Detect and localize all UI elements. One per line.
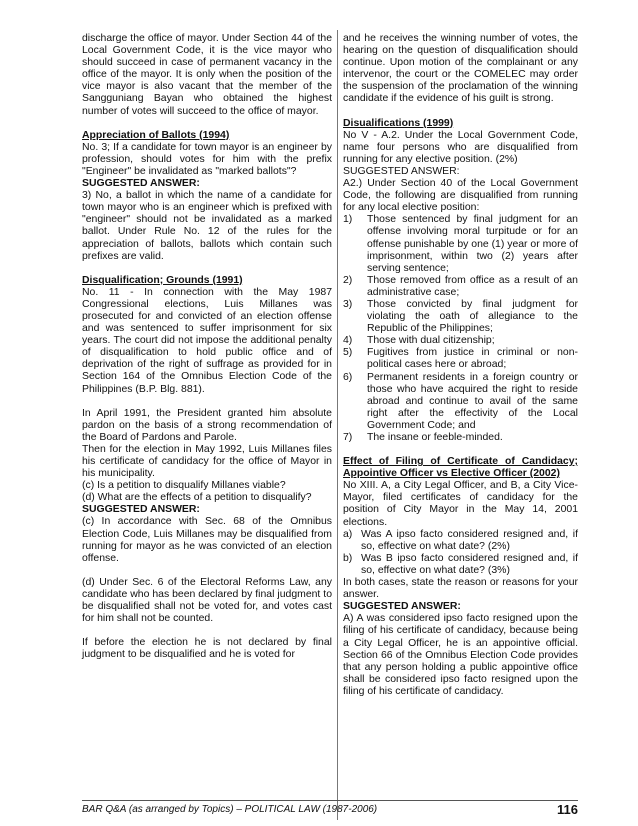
question-text: No. 3; If a candidate for town mayor is an engineer by profession, should votes for him with the prefix "Engineer" be invalidated as "marked ballots"? [82, 141, 332, 177]
answer-text: If before the election he is not declared by final judgment to be disqualified and he is voted for [82, 637, 332, 661]
list-item [343, 299, 578, 335]
section-heading: Disualifications (1999) [343, 117, 454, 129]
paragraph: In both cases, state the reason or reasons for your answer. [343, 577, 578, 601]
footer-rule [82, 800, 578, 801]
list-item [343, 432, 578, 444]
list-number: 5) [343, 347, 353, 359]
question-text: No. 11 - In connection with the May 1987 Congressional elections, Luis Millanes was prosecuted for and convicted of an election offense and was sentenced to suffer imprisonment for six years. The court did not impose the additional penalty of disqualification to hold public office and of deprivation of the right of suffrage as provided for in Section 164 of the Omnibus Election Code of the Philippines (B.P. Blg. 881). [82, 286, 332, 395]
suggested-answer-label: SUGGESTED ANSWER: [82, 178, 200, 190]
section-heading: Effect of Filing of Certificate of Candidacy; Appointive Officer vs Elective Officer (2002) [343, 456, 578, 480]
list-item [343, 372, 578, 432]
section-heading: Appreciation of Ballots (1994) [82, 129, 230, 141]
list-item [343, 335, 578, 347]
paragraph: and he receives the winning number of votes, the hearing on the question of disqualification should continue. Upon motion of the complainant or any intervenor, the court or the COMELEC may order the suspension of the proclamation of the winning candidate if the evidence of his guilt is strong. [343, 33, 578, 105]
list-number: b) [343, 552, 353, 564]
question-text: No XIII. A, a City Legal Officer, and B, a City Vice-Mayor, filed certificates of candidacy for the position of City Mayor in the May 14, 2001 elections. [343, 480, 578, 528]
list-number: a) [343, 528, 353, 540]
list-text: Permanent residents in a foreign country or those who have acquired the right to reside abroad and continue to avail of the same right after the effectivity of the Local Government Code; and [367, 371, 578, 431]
list-number: 1) [343, 214, 353, 226]
answer-text: 3) No, a ballot in which the name of a candidate for town mayor who is an engineer which is prefixed with "engineer" should not be invalidated as a marked ballot. Under Rule No. 12 of the rules for the appreciation of ballots, ballots which contain such prefixes are valid. [82, 190, 332, 262]
list-text: Those sentenced by final judgment for an offense involving moral turpitude or for an offense punishable by one (1) year or more of imprisonment, within two (2) years after serving sentence; [367, 214, 579, 274]
list-text: Those with dual citizenship; [367, 335, 495, 347]
list-item [343, 214, 578, 274]
list-text: Fugitives from justice in criminal or non-political cases here or abroad; [367, 347, 578, 371]
list-text: Was A ipso facto considered resigned and, if so, effective on what date? (2%) [361, 528, 578, 552]
paragraph: Then for the election in May 1992, Luis Millanes files his certificate of candidacy for the office of Mayor in his municipality. [82, 443, 332, 480]
left-column [82, 33, 332, 661]
answer-text: A2.) Under Section 40 of the Local Government Code, the following are disqualified from running for any local elective position: [343, 178, 578, 214]
list-item [343, 529, 578, 553]
list-number: 3) [343, 298, 353, 310]
list-item [343, 275, 578, 299]
list-number: 2) [343, 274, 353, 286]
column-divider [337, 30, 338, 820]
list-number: 6) [343, 371, 353, 383]
list-number: 4) [343, 335, 353, 347]
answer-text: A) A was considered ipso facto resigned upon the filing of his certificate of candidacy, because being a City Legal Officer, he is an appointive official. Section 66 of the Omnibus Election Code provides that any person holding a public appointive office shall be considered ipso facto resigned upon the filing of his certificate of candidacy. [343, 613, 578, 697]
footer-title: BAR Q&A (as arranged by Topics) – POLITICAL LAW (1987-2006) [82, 804, 378, 815]
question-text: No V - A.2. Under the Local Government Code, name four persons who are disqualified from running for any elective position. (2%) [343, 129, 578, 165]
list-item [343, 347, 578, 371]
question-item: (c) Is a petition to disqualify Millanes viable? [82, 480, 286, 492]
list-text: Those removed from office as a result of an administrative case; [367, 274, 578, 298]
list-text: Those convicted by final judgment for violating the oath of allegiance to the Republic of the Philippines; [367, 298, 578, 335]
section-heading: Disqualification; Grounds (1991) [82, 274, 243, 286]
suggested-answer-label: SUGGESTED ANSWER: [343, 601, 461, 613]
list-text: The insane or feeble-minded. [367, 432, 503, 443]
list-text: Was B ipso facto considered resigned and, if so, effective on what date? (3%) [361, 552, 578, 576]
list-item [343, 553, 578, 577]
answer-text: (c) In accordance with Sec. 68 of the Omnibus Election Code, Luis Millanes may be disqualified from running for mayor as he was convicted of an election offense. [82, 516, 332, 564]
paragraph: discharge the office of mayor. Under Section 44 of the Local Government Code, it is the vice mayor who should succeed in case of permanent vacancy in the office of the mayor. It is only when the position of the vice mayor is also vacant that the member of the Sangguniang Bayan who obtained the highest number of votes will succeed to the office of mayor. [82, 33, 332, 117]
page-number: 116 [557, 802, 578, 817]
question-item: (d) What are the effects of a petition to disqualify? [82, 492, 312, 504]
answer-text: (d) Under Sec. 6 of the Electoral Reforms Law, any candidate who has been declared by final judgment to be disqualified shall not be voted for, and votes cast for him shall not be counted. [82, 576, 332, 625]
suggested-answer-label: SUGGESTED ANSWER: [343, 165, 460, 177]
suggested-answer-label: SUGGESTED ANSWER: [82, 504, 200, 516]
right-column [343, 33, 578, 698]
paragraph: In April 1991, the President granted him absolute pardon on the basis of a strong recommendation of the Board of Pardons and Parole. [82, 407, 332, 443]
list-number: 7) [343, 432, 353, 443]
disqualification-list [343, 214, 578, 444]
